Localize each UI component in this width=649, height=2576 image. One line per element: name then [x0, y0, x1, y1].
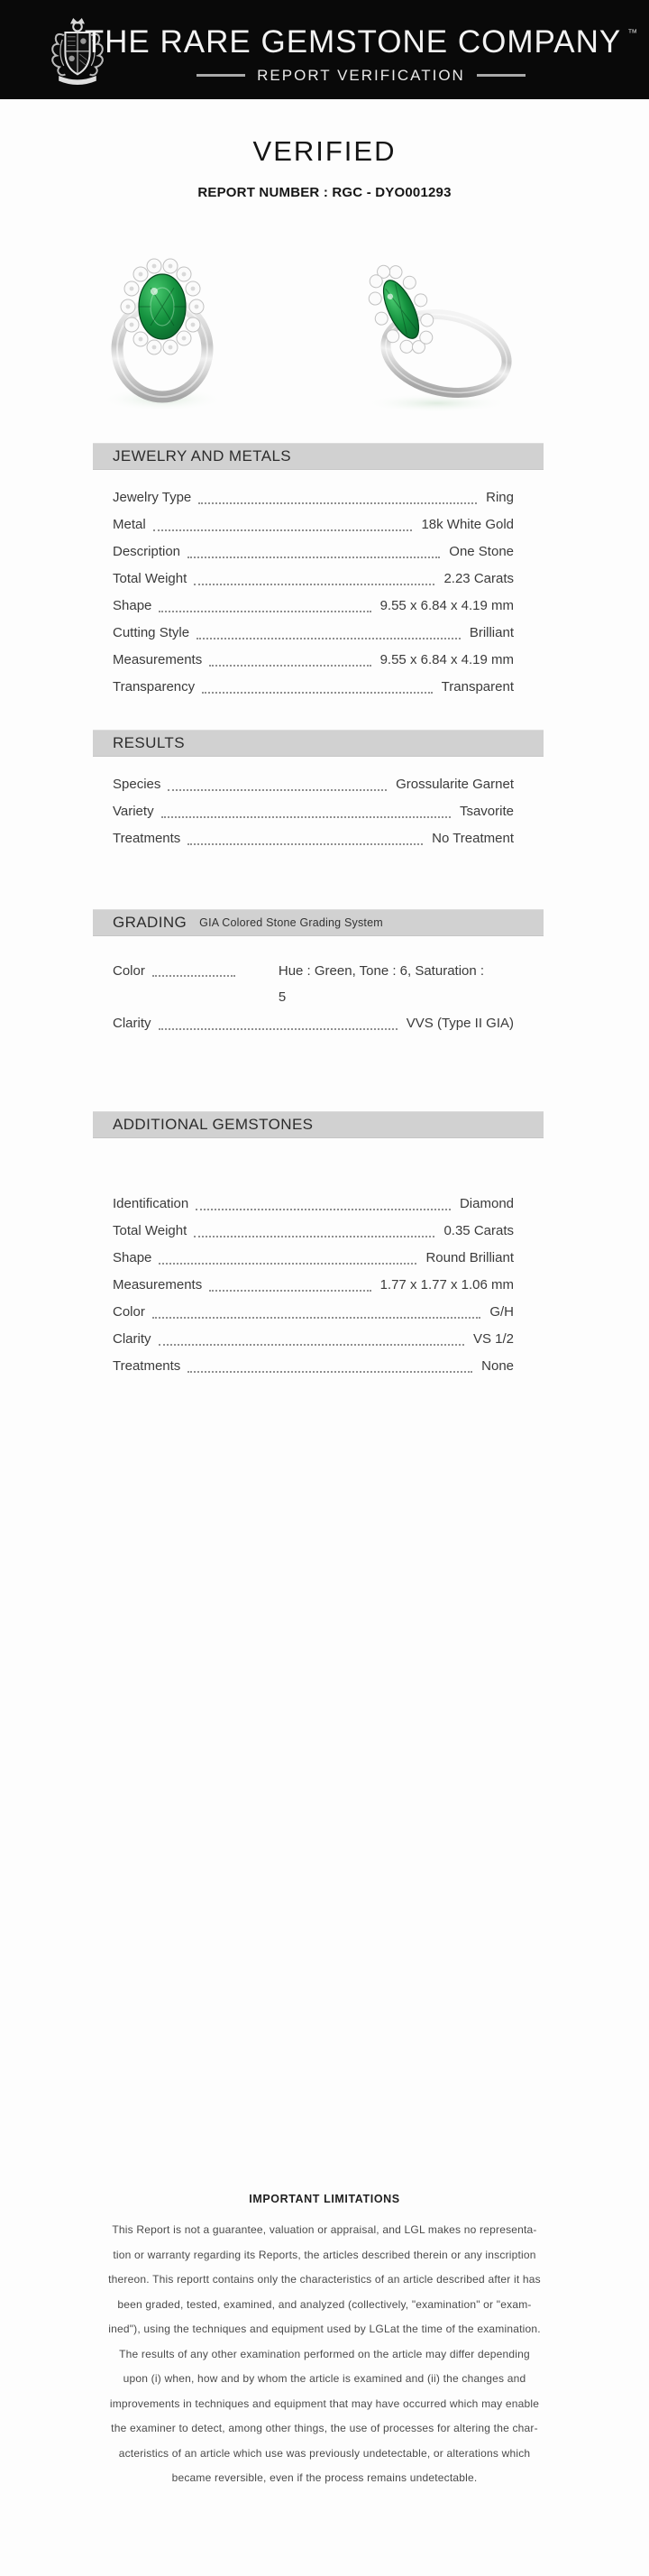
tagline-left-rule — [197, 74, 245, 77]
spec-label: Clarity — [113, 1016, 151, 1031]
spec-row — [113, 958, 514, 1010]
spec-value: No Treatment — [432, 831, 514, 846]
section-header — [93, 1111, 544, 1138]
spec-label: Identification — [113, 1196, 189, 1211]
limitations-line: been graded, tested, examined, and analyzed (collectively, "examination" or "exam- — [117, 2297, 532, 2311]
limitations-line: upon (i) when, how and by whom the article is examined and (ii) the changes and — [123, 2372, 526, 2385]
spec-value: 1.77 x 1.77 x 1.06 mm — [379, 1277, 514, 1293]
spec-value: 0.35 Carats — [443, 1223, 514, 1238]
crest-banner — [59, 76, 96, 85]
section-additional-gemstones — [93, 1111, 544, 1380]
dotted-leader — [187, 538, 440, 558]
spec-value: 9.55 x 6.84 x 4.19 mm — [379, 598, 514, 613]
spec-value: Diamond — [459, 1196, 514, 1211]
dotted-leader — [197, 620, 461, 639]
dotted-leader — [152, 1299, 480, 1319]
spec-value: G/H — [489, 1304, 514, 1320]
spec-label: Species — [113, 777, 161, 792]
spec-label: Description — [113, 544, 181, 559]
spec-rows — [113, 958, 514, 1037]
section-title: RESULTS — [113, 734, 185, 751]
spec-rows — [113, 1191, 514, 1380]
spec-label: Shape — [113, 598, 152, 613]
spec-label: Treatments — [113, 831, 181, 846]
important-limitations — [0, 2191, 649, 2491]
spec-row — [113, 1010, 514, 1037]
section-subtitle: GIA Colored Stone Grading System — [199, 916, 383, 929]
limitations-line: the examiner to detect, among other things, the use of processes for altering the char- — [111, 2422, 538, 2434]
spec-label: Jewelry Type — [113, 490, 192, 505]
spec-row — [113, 771, 514, 798]
spec-row — [113, 1245, 514, 1272]
report-verification-tagline — [197, 67, 526, 85]
tagline-text: REPORT VERIFICATION — [257, 66, 465, 84]
ring-photo — [27, 221, 622, 419]
spec-row — [113, 674, 514, 701]
spec-value: Tsavorite — [459, 804, 514, 819]
brand-title — [85, 15, 637, 60]
dotted-leader — [202, 674, 433, 694]
limitations-line: This Report is not a guarantee, valuation or appraisal, and LGL makes no representa- — [112, 2223, 537, 2236]
spec-value: Ring — [486, 490, 514, 505]
spec-value: Transparent — [441, 679, 514, 695]
limitations-line: thereon. This reportt contains only the characteristics of an article described after it has — [108, 2273, 541, 2286]
section-title: GRADING — [113, 914, 187, 931]
spec-label: Cutting Style — [113, 625, 190, 640]
spec-label: Total Weight — [113, 571, 187, 586]
spec-row — [113, 1191, 514, 1218]
section-grading — [93, 909, 544, 1037]
verified-status: VERIFIED — [252, 135, 397, 167]
section-header — [93, 443, 544, 470]
spec-row — [113, 647, 514, 674]
spec-label: Treatments — [113, 1358, 181, 1374]
dotted-leader — [209, 647, 370, 667]
limitations-line: became reversible, even if the process remains undetectable. — [171, 2471, 478, 2484]
spec-value: 18k White Gold — [421, 517, 514, 532]
spec-value: VVS (Type II GIA) — [406, 1016, 514, 1031]
ring-side-view — [356, 254, 515, 413]
spec-row — [113, 1299, 514, 1326]
section-header — [93, 730, 544, 757]
limitations-paragraph — [0, 2218, 649, 2491]
spec-label: Color — [113, 1304, 145, 1320]
spec-row — [113, 538, 514, 566]
dotted-leader — [194, 566, 434, 585]
limitations-line: improvements in techniques and equipment that may have occurred which may enable — [109, 2397, 540, 2410]
section-header — [93, 909, 544, 936]
spec-value: One Stone — [449, 544, 514, 559]
dotted-leader — [187, 825, 423, 845]
spec-label: Measurements — [113, 1277, 203, 1293]
spec-rows — [113, 771, 514, 852]
limitations-line: acteristics of an article which use was previously undetectable, or alterations which — [118, 2446, 531, 2460]
brand-block — [84, 0, 638, 99]
section-title: ADDITIONAL GEMSTONES — [113, 1116, 314, 1133]
dotted-leader — [196, 1191, 451, 1210]
dotted-leader — [187, 1353, 472, 1373]
spec-rows — [113, 484, 514, 701]
dotted-leader — [161, 798, 451, 818]
tagline-right-rule — [477, 74, 526, 77]
dotted-leader — [209, 1272, 370, 1292]
spec-row — [113, 484, 514, 511]
section-title: JEWELRY AND METALS — [113, 447, 292, 465]
dotted-leader — [153, 511, 413, 531]
spec-row — [113, 620, 514, 647]
trademark-symbol: ™ — [627, 27, 638, 39]
spec-label: Total Weight — [113, 1223, 187, 1238]
limitations-line: ined"), using the techniques and equipment used by LGLat the time of the examination. — [108, 2323, 541, 2335]
dotted-leader — [159, 1010, 398, 1030]
spec-value: VS 1/2 — [472, 1331, 514, 1347]
dotted-leader — [159, 1326, 464, 1346]
spec-label: Metal — [113, 517, 146, 532]
dotted-leader — [159, 1245, 416, 1265]
spec-value: None — [481, 1358, 514, 1374]
limitations-line: tion or warranty regarding its Reports, the articles described therein or any inscription — [113, 2248, 536, 2261]
spec-row — [113, 1353, 514, 1380]
page-header — [0, 0, 649, 99]
spec-row — [113, 593, 514, 620]
section-results — [93, 730, 544, 852]
spec-row — [113, 511, 514, 538]
dotted-leader — [152, 958, 235, 977]
spec-value: 9.55 x 6.84 x 4.19 mm — [379, 652, 514, 667]
dotted-leader — [194, 1218, 434, 1237]
spec-row — [113, 1218, 514, 1245]
limitations-line: The results of any other examination performed on the article may differ depending — [119, 2347, 530, 2360]
dotted-leader — [198, 484, 477, 504]
spec-row — [113, 1326, 514, 1353]
report-number: REPORT NUMBER : RGC - DYO001293 — [197, 185, 452, 200]
spec-value: Hue : Green, Tone : 6, Saturation : 5 — [278, 963, 485, 1005]
dotted-leader — [168, 771, 387, 791]
spec-label: Clarity — [113, 1331, 151, 1347]
spec-value: Round Brilliant — [425, 1250, 514, 1265]
spec-label: Measurements — [113, 652, 203, 667]
spec-row — [113, 566, 514, 593]
dotted-leader — [159, 593, 370, 612]
spec-label: Color — [113, 963, 145, 979]
spec-label: Transparency — [113, 679, 196, 695]
spec-label: Variety — [113, 804, 154, 819]
spec-row — [113, 798, 514, 825]
crest-helm — [70, 18, 85, 31]
section-jewelry-and-metals — [93, 443, 544, 701]
spec-value: Brilliant — [469, 625, 514, 640]
spec-row — [113, 1272, 514, 1299]
spec-row — [113, 825, 514, 852]
spec-value: 2.23 Carats — [443, 571, 514, 586]
ring-front-view — [99, 259, 225, 411]
spec-label: Shape — [113, 1250, 152, 1265]
limitations-heading: IMPORTANT LIMITATIONS — [249, 2193, 400, 2205]
brand-text: THE RARE GEMSTONE COMPANY — [84, 23, 622, 60]
spec-value: Grossularite Garnet — [396, 777, 514, 792]
